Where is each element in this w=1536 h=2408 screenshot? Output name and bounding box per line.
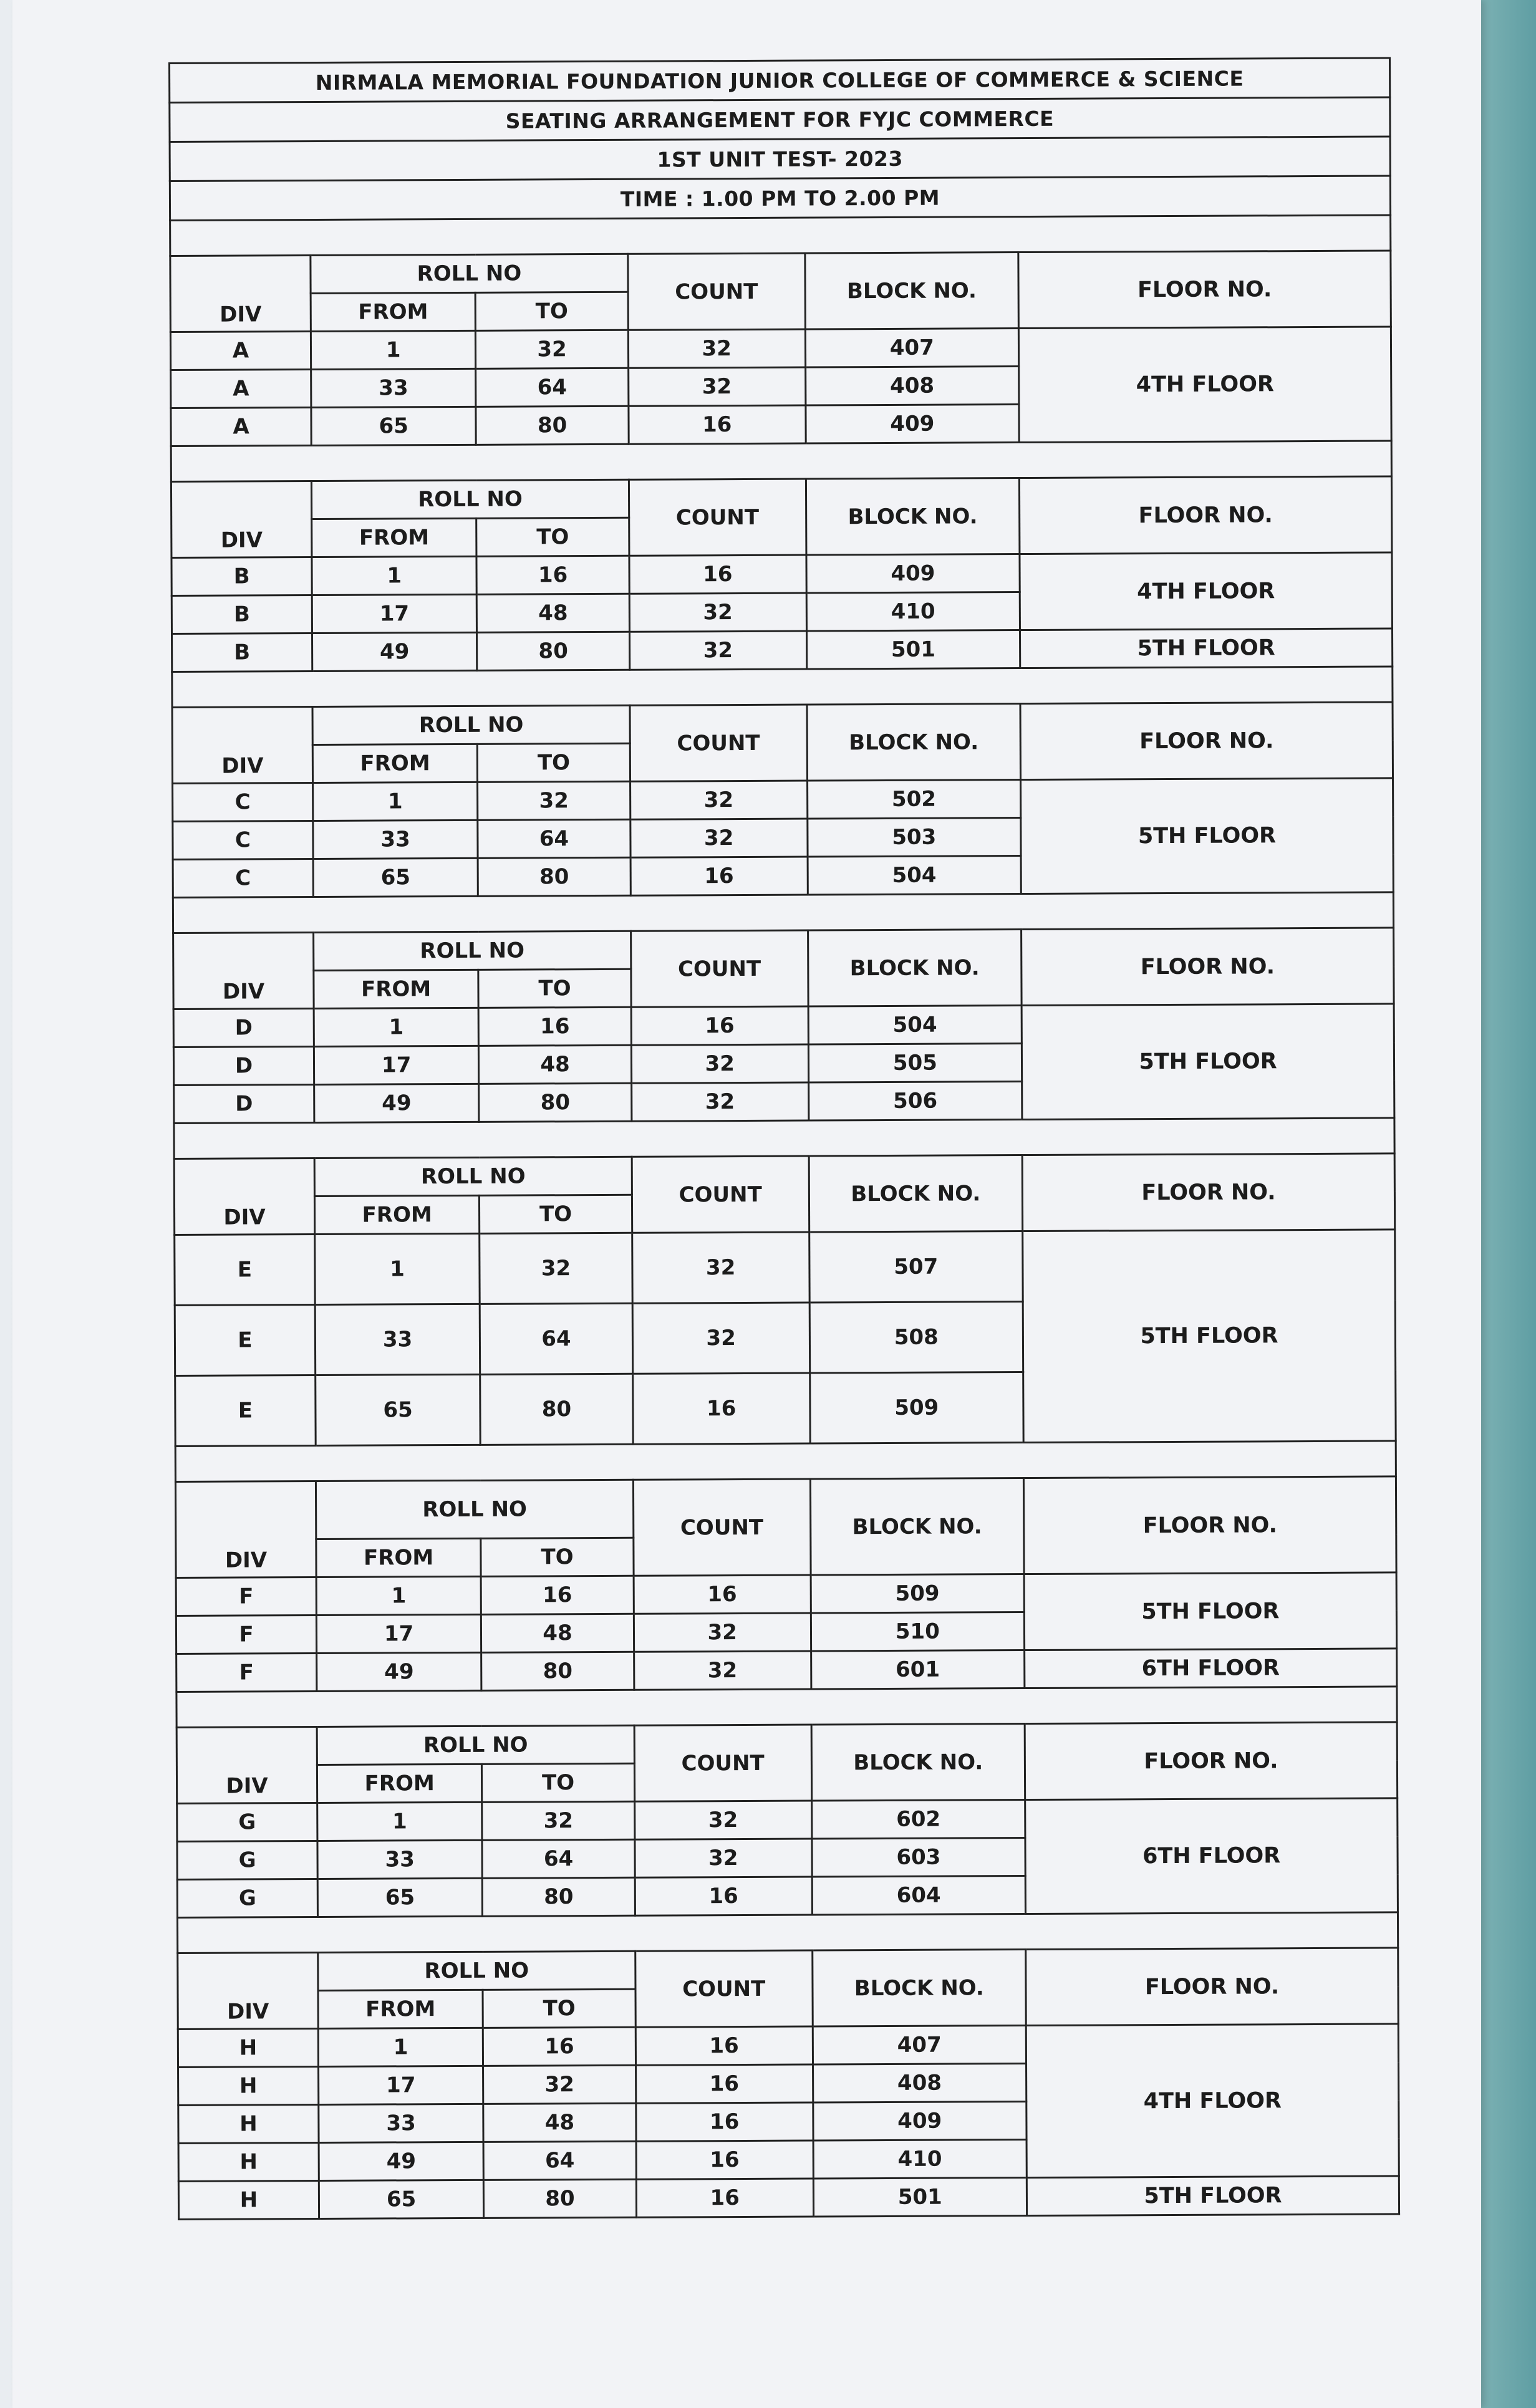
div-cell: B [171, 557, 312, 596]
roll-no-header: ROLL NO [316, 1480, 633, 1539]
block-cell: 407 [813, 2026, 1026, 2064]
floor-cell: 4TH FLOOR [1026, 2024, 1399, 2178]
div-cell: G [177, 1841, 317, 1879]
block-cell: 409 [813, 2102, 1026, 2141]
count-cell: 32 [632, 1082, 809, 1121]
from-cell: 17 [314, 1046, 478, 1084]
division-table [171, 701, 1394, 898]
to-cell: 16 [483, 2027, 635, 2066]
from-cell: 65 [319, 2180, 483, 2218]
count-cell: 32 [634, 1613, 811, 1652]
from-cell: 49 [312, 632, 477, 671]
to-header: TO [478, 743, 630, 782]
from-cell: 1 [316, 1576, 481, 1615]
div-cell: G [177, 1803, 317, 1841]
to-cell: 80 [478, 857, 630, 896]
floor-cell: 6TH FLOOR [1025, 1649, 1397, 1688]
section-gap [169, 216, 1391, 255]
from-cell: 65 [311, 407, 476, 445]
block-no-header: BLOCK NO. [804, 253, 1018, 329]
from-cell: 33 [317, 1840, 482, 1879]
count-cell: 16 [636, 2141, 813, 2179]
floor-no-header: FLOOR NO. [1025, 1722, 1397, 1800]
from-cell: 1 [312, 556, 476, 595]
to-cell: 64 [480, 1303, 632, 1374]
count-cell: 32 [629, 593, 806, 632]
from-cell: 1 [318, 2028, 483, 2066]
from-cell: 1 [315, 1233, 480, 1304]
count-header: COUNT [635, 1950, 813, 2027]
block-cell: 602 [811, 1800, 1025, 1839]
block-cell: 507 [809, 1231, 1023, 1303]
to-cell: 80 [484, 2179, 637, 2218]
from-cell: 33 [311, 368, 476, 407]
count-cell: 32 [630, 819, 808, 857]
from-cell: 17 [319, 2066, 483, 2104]
count-cell: 32 [632, 1232, 809, 1303]
block-cell: 510 [811, 1612, 1025, 1651]
header-table [168, 57, 1391, 221]
division-table [173, 1152, 1397, 1447]
block-cell: 601 [811, 1650, 1025, 1689]
div-cell: E [175, 1375, 316, 1446]
to-cell: 64 [476, 368, 629, 407]
block-cell: 503 [807, 818, 1021, 857]
table-row [173, 778, 1393, 822]
roll-no-header: ROLL NO [311, 479, 629, 519]
block-no-header: BLOCK NO. [809, 1155, 1023, 1232]
div-cell: F [176, 1577, 316, 1616]
block-cell: 508 [809, 1302, 1023, 1373]
from-header: FROM [317, 1764, 481, 1803]
div-cell: B [171, 595, 312, 634]
count-cell: 16 [636, 2102, 813, 2141]
college-name: NIRMALA MEMORIAL FOUNDATION JUNIOR COLLEGE OF COMMERCE & SCIENCE [170, 58, 1390, 103]
division-table [175, 1475, 1398, 1693]
count-cell: 32 [632, 1303, 809, 1374]
to-cell: 48 [481, 1614, 634, 1652]
count-cell: 16 [633, 1373, 810, 1444]
count-cell: 32 [634, 1651, 811, 1690]
to-cell: 48 [479, 1045, 632, 1084]
div-header: DIV [175, 1481, 316, 1577]
div-cell: H [178, 2142, 319, 2181]
div-cell: G [177, 1879, 317, 1917]
table-row [175, 1230, 1395, 1306]
paper-sheet [12, 0, 1481, 2408]
block-cell: 410 [806, 592, 1020, 631]
to-cell: 80 [479, 1083, 632, 1122]
roll-no-header: ROLL NO [311, 254, 628, 293]
block-cell: 603 [812, 1838, 1026, 1877]
block-cell: 501 [813, 2178, 1027, 2217]
roll-no-header: ROLL NO [314, 931, 631, 970]
floor-cell: 5TH FLOOR [1023, 1230, 1396, 1443]
from-header: FROM [311, 292, 475, 331]
count-cell: 32 [635, 1801, 812, 1839]
table-row [178, 2176, 1399, 2220]
from-cell: 1 [311, 330, 475, 369]
from-cell: 65 [313, 858, 478, 897]
to-header: TO [482, 1763, 635, 1802]
section-gap [171, 667, 1393, 706]
block-cell: 504 [808, 1006, 1022, 1044]
div-cell: H [178, 2104, 319, 2143]
section-gap [175, 1687, 1398, 1727]
div-cell: D [174, 1084, 314, 1123]
section-gap [172, 893, 1394, 932]
div-header: DIV [174, 1158, 315, 1235]
div-cell: F [176, 1653, 317, 1692]
block-cell: 409 [806, 405, 1020, 443]
from-cell: 1 [317, 1802, 482, 1841]
div-cell: D [173, 1008, 314, 1047]
from-cell: 17 [312, 594, 476, 633]
division-table [176, 1947, 1400, 2220]
div-cell: A [171, 370, 311, 408]
from-cell: 1 [314, 1008, 478, 1046]
division-table [169, 249, 1392, 447]
to-cell: 48 [476, 594, 629, 632]
from-header: FROM [318, 1990, 483, 2028]
roll-no-header: ROLL NO [318, 1951, 635, 1990]
block-no-header: BLOCK NO. [812, 1950, 1026, 2026]
div-cell: F [176, 1615, 316, 1654]
count-cell: 16 [634, 1575, 811, 1614]
div-header: DIV [170, 256, 311, 332]
to-header: TO [480, 1195, 632, 1233]
count-header: COUNT [630, 930, 808, 1007]
div-cell: C [173, 859, 313, 897]
count-cell: 32 [629, 631, 806, 670]
section-gap [173, 1119, 1395, 1158]
test-name: 1ST UNIT TEST- 2023 [170, 137, 1390, 181]
block-no-header: BLOCK NO. [811, 1724, 1025, 1801]
floor-no-header: FLOOR NO. [1020, 702, 1393, 780]
to-header: TO [476, 518, 629, 556]
count-header: COUNT [629, 479, 806, 556]
from-cell: 33 [319, 2104, 483, 2142]
to-cell: 80 [476, 406, 629, 445]
table-row [170, 327, 1391, 370]
document-title: SEATING ARRANGEMENT FOR FYJC COMMERCE [170, 97, 1390, 142]
table-row [176, 1572, 1396, 1616]
divisions-container [169, 216, 1400, 2220]
to-cell: 64 [478, 819, 630, 858]
count-cell: 16 [636, 2179, 813, 2217]
count-cell: 16 [635, 2064, 813, 2103]
table-row [171, 552, 1392, 596]
block-cell: 408 [813, 2064, 1026, 2102]
div-header: DIV [171, 481, 312, 558]
division-table [176, 1721, 1399, 1919]
to-cell: 80 [477, 632, 630, 670]
count-cell: 32 [628, 329, 805, 368]
count-cell: 16 [635, 2026, 813, 2065]
to-cell: 80 [480, 1374, 633, 1445]
div-header: DIV [172, 707, 313, 784]
block-cell: 408 [805, 367, 1019, 405]
count-cell: 16 [631, 1006, 808, 1045]
to-cell: 64 [482, 1839, 635, 1878]
div-cell: B [171, 633, 312, 672]
count-header: COUNT [634, 1725, 811, 1801]
floor-cell: 4TH FLOOR [1020, 552, 1392, 630]
to-cell: 32 [478, 781, 630, 820]
to-cell: 32 [480, 1233, 632, 1304]
to-cell: 32 [482, 1801, 635, 1840]
div-cell: E [175, 1304, 316, 1375]
div-header: DIV [178, 1952, 319, 2029]
div-cell: D [173, 1046, 314, 1085]
floor-cell: 5TH FLOOR [1022, 1004, 1394, 1120]
floor-cell: 5TH FLOOR [1024, 1572, 1396, 1650]
div-cell: C [173, 821, 313, 859]
from-header: FROM [314, 1195, 479, 1234]
block-cell: 504 [808, 856, 1022, 895]
div-cell: H [178, 2066, 319, 2105]
to-cell: 64 [483, 2141, 636, 2180]
count-cell: 16 [629, 405, 806, 444]
block-cell: 604 [812, 1876, 1026, 1915]
block-no-header: BLOCK NO. [806, 478, 1020, 555]
section-gap [176, 1913, 1399, 1952]
count-header: COUNT [633, 1479, 810, 1576]
block-cell: 501 [806, 630, 1020, 669]
floor-no-header: FLOOR NO. [1022, 928, 1394, 1006]
floor-cell: 5TH FLOOR [1026, 2176, 1399, 2216]
block-cell: 505 [808, 1044, 1022, 1082]
floor-no-header: FLOOR NO. [1026, 1948, 1398, 2026]
div-cell: E [175, 1234, 316, 1305]
count-header: COUNT [632, 1156, 809, 1233]
from-cell: 65 [317, 1878, 482, 1917]
block-cell: 407 [805, 329, 1019, 367]
block-no-header: BLOCK NO. [810, 1478, 1024, 1575]
to-cell: 32 [483, 2065, 636, 2104]
block-cell: 409 [806, 554, 1020, 593]
to-cell: 80 [482, 1877, 635, 1916]
to-cell: 80 [481, 1652, 634, 1690]
table-row [171, 628, 1392, 672]
section-gap [170, 441, 1393, 481]
to-cell: 16 [478, 1007, 631, 1046]
to-cell: 16 [476, 556, 629, 594]
floor-no-header: FLOOR NO. [1019, 476, 1391, 554]
div-header: DIV [176, 1727, 317, 1803]
table-row [177, 1798, 1398, 1842]
table-row [176, 1649, 1397, 1692]
floor-cell: 5TH FLOOR [1021, 778, 1394, 894]
floor-cell: 6TH FLOOR [1025, 1798, 1398, 1914]
to-header: TO [478, 969, 631, 1008]
to-header: TO [481, 1538, 634, 1576]
table-row [173, 1004, 1394, 1047]
from-cell: 33 [313, 820, 478, 859]
count-cell: 32 [630, 781, 807, 819]
floor-cell: 4TH FLOOR [1018, 327, 1391, 443]
count-header: COUNT [628, 253, 805, 330]
count-cell: 32 [629, 367, 806, 406]
block-cell: 509 [811, 1574, 1025, 1613]
from-header: FROM [312, 744, 477, 783]
floor-no-header: FLOOR NO. [1018, 251, 1391, 329]
count-header: COUNT [630, 705, 807, 781]
block-cell: 502 [807, 780, 1021, 819]
from-cell: 65 [316, 1374, 481, 1445]
div-header: DIV [173, 932, 314, 1009]
to-cell: 48 [483, 2103, 636, 2142]
count-cell: 32 [631, 1044, 808, 1083]
to-cell: 32 [476, 330, 629, 368]
count-cell: 16 [630, 857, 808, 895]
count-cell: 16 [635, 1877, 812, 1915]
seating-document [168, 57, 1400, 2220]
roll-no-header: ROLL NO [317, 1725, 634, 1765]
block-no-header: BLOCK NO. [808, 930, 1022, 1006]
from-header: FROM [314, 970, 478, 1008]
block-cell: 506 [808, 1082, 1022, 1120]
div-cell: H [178, 2028, 318, 2067]
to-header: TO [483, 1989, 635, 2028]
division-table [172, 927, 1395, 1124]
floor-no-header: FLOOR NO. [1023, 1476, 1396, 1574]
from-header: FROM [312, 518, 476, 557]
div-cell: A [170, 332, 311, 370]
div-cell: H [178, 2180, 319, 2219]
table-row [178, 2024, 1398, 2068]
division-table [170, 475, 1393, 673]
from-cell: 33 [315, 1304, 480, 1375]
block-cell: 410 [813, 2140, 1027, 2179]
section-gap [175, 1442, 1397, 1481]
div-cell: C [173, 783, 313, 822]
floor-cell: 5TH FLOOR [1020, 628, 1393, 668]
from-cell: 1 [313, 782, 478, 821]
from-header: FROM [316, 1538, 481, 1577]
count-cell: 16 [629, 555, 806, 594]
roll-no-header: ROLL NO [312, 705, 630, 744]
from-cell: 17 [316, 1614, 481, 1653]
count-cell: 32 [635, 1839, 812, 1877]
from-cell: 49 [314, 1084, 479, 1122]
floor-no-header: FLOOR NO. [1022, 1153, 1394, 1231]
from-cell: 49 [319, 2142, 483, 2180]
roll-no-header: ROLL NO [314, 1157, 632, 1196]
to-cell: 16 [481, 1576, 634, 1614]
block-cell: 509 [809, 1372, 1023, 1443]
to-header: TO [475, 292, 628, 330]
block-no-header: BLOCK NO. [807, 704, 1021, 781]
div-cell: A [171, 408, 311, 446]
from-cell: 49 [317, 1652, 481, 1691]
exam-time: TIME : 1.00 PM TO 2.00 PM [170, 176, 1390, 221]
